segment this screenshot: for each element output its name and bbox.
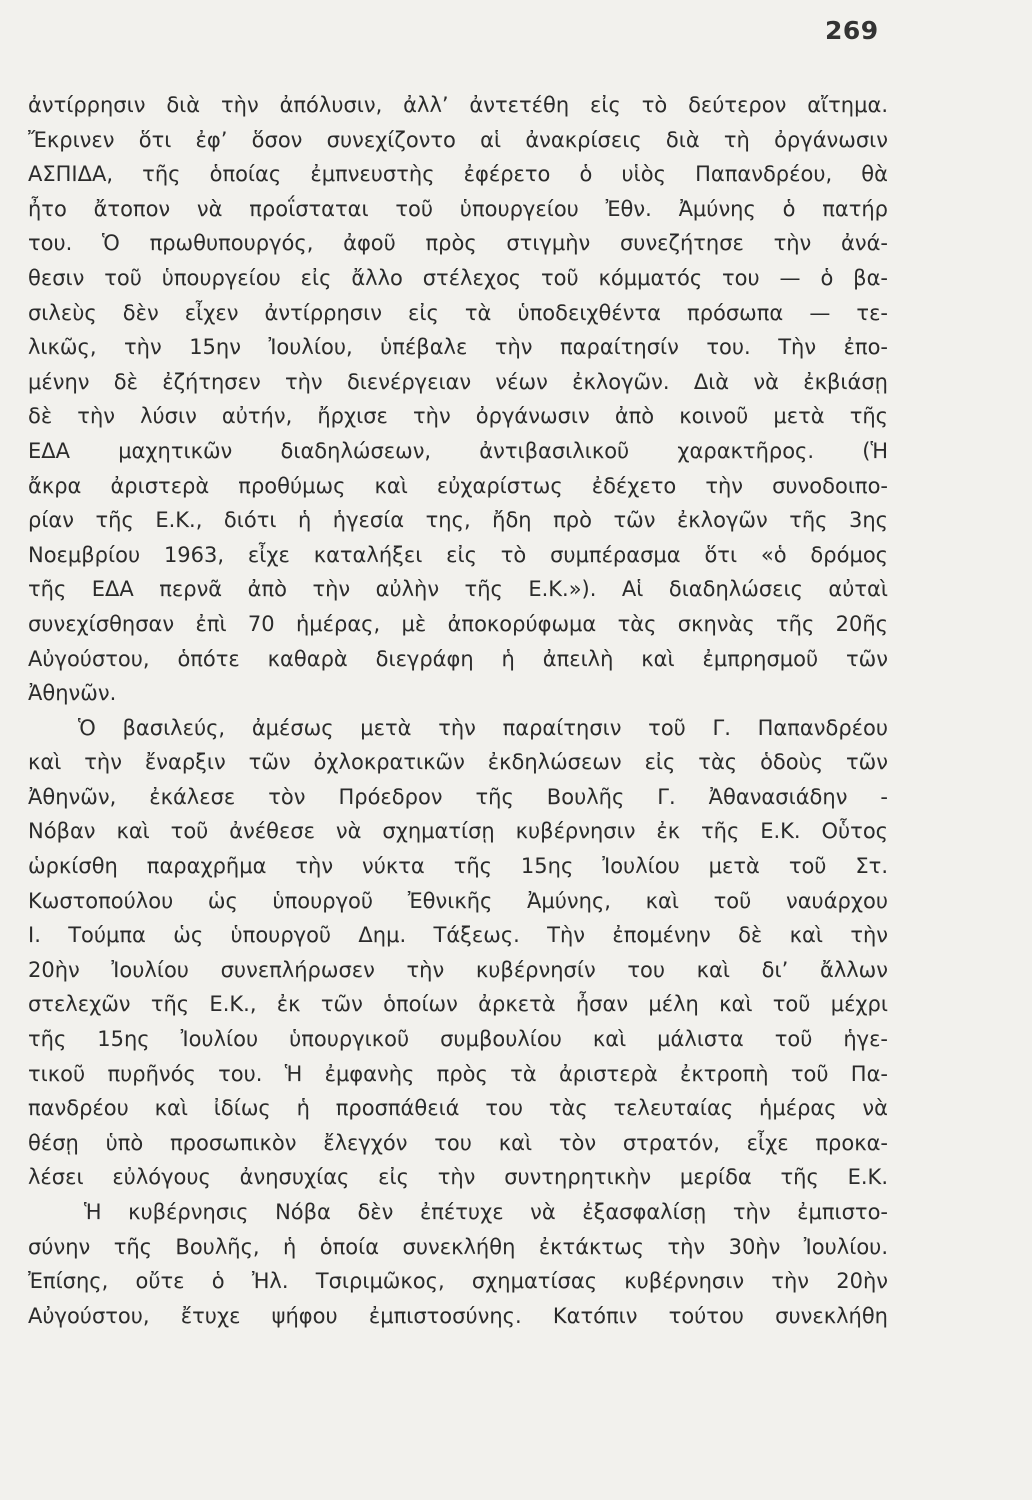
text-line: στελεχῶν τῆς Ε.Κ., ἐκ τῶν ὁποίων ἀρκετὰ ἦσαν μέλη καὶ τοῦ μέχρι [28, 992, 888, 1017]
paragraph-start-line: Ὁ βασιλεύς, ἀμέσως μετὰ τὴν παραίτησιν τοῦ Γ. Παπανδρέου [78, 715, 888, 740]
text-line: Ἐπίσης, οὔτε ὁ Ἠλ. Τσιριμῶκος, σχηματίσας κυβέρνησιν τὴν 20ὴν [28, 1269, 888, 1294]
text-line: ΕΔΑ μαχητικῶν διαδηλώσεων, ἀντιβασιλικοῦ χαρακτῆρος. (Ἡ [28, 438, 888, 463]
text-line: σιλεὺς δὲν εἶχεν ἀντίρρησιν εἰς τὰ ὑποδειχθέντα πρόσωπα — τε- [28, 300, 888, 325]
text-line: καὶ τὴν ἔναρξιν τῶν ὀχλοκρατικῶν ἐκδηλώσεων εἰς τὰς ὁδοὺς τῶν [28, 750, 888, 775]
text-line: πανδρέου καὶ ἰδίως ἡ προσπάθειά του τὰς τελευταίας ἡμέρας νὰ [28, 1096, 888, 1121]
text-line: Αὐγούστου, ἔτυχε ψήφου ἐμπιστοσύνης. Κατόπιν τούτου συνεκλήθη [28, 1303, 888, 1328]
text-line: θέσῃ ὑπὸ προσωπικὸν ἔλεγχόν του καὶ τὸν στρατόν, εἶχε προκα- [28, 1130, 888, 1155]
text-line: τῆς ΕΔΑ περνᾶ ἀπὸ τὴν αὐλὴν τῆς Ε.Κ.»). Αἱ διαδηλώσεις αὐταὶ [28, 577, 888, 602]
text-line: ὡρκίσθη παραχρῆμα τὴν νύκτα τῆς 15ης Ἰουλίου μετὰ τοῦ Στ. [28, 854, 888, 879]
text-line: 20ὴν Ἰουλίου συνεπλήρωσεν τὴν κυβέρνησίν του καὶ δι’ ἄλλων [28, 957, 888, 982]
text-line: τῆς 15ης Ἰουλίου ὑπουργικοῦ συμβουλίου καὶ μάλιστα τοῦ ἡγε- [28, 1027, 888, 1052]
text-line: Ἀθηνῶν, ἐκάλεσε τὸν Πρόεδρον τῆς Βουλῆς Γ. Ἀθανασιάδην - [28, 784, 888, 809]
text-line: Κωστοπούλου ὡς ὑπουργοῦ Ἐθνικῆς Ἀμύνης, καὶ τοῦ ναυάρχου [28, 888, 888, 913]
text-line: λέσει εὐλόγους ἀνησυχίας εἰς τὴν συντηρητικὴν μερίδα τῆς Ε.Κ. [28, 1165, 888, 1190]
text-line: ἀντίρρησιν διὰ τὴν ἀπόλυσιν, ἀλλ’ ἀντετέθη εἰς τὸ δεύτερον αἴτημα. [28, 93, 888, 117]
text-line: τικοῦ πυρῆνός του. Ἡ ἐμφανὴς πρὸς τὰ ἀριστερὰ ἐκτροπὴ τοῦ Πα- [28, 1061, 888, 1086]
text-line: δὲ τὴν λύσιν αὐτήν, ἤρχισε τὴν ὀργάνωσιν ἀπὸ κοινοῦ μετὰ τῆς [28, 404, 888, 429]
text-line: λικῶς, τὴν 15ην Ἰουλίου, ὑπέβαλε τὴν παραίτησίν του. Τὴν ἐπο- [28, 335, 888, 360]
text-line: Αὐγούστου, ὁπότε καθαρὰ διεγράφη ἡ ἀπειλὴ καὶ ἐμπρησμοῦ τῶν [28, 646, 888, 671]
text-line: Ι. Τούμπα ὡς ὑπουργοῦ Δημ. Τάξεως. Τὴν ἐπομένην δὲ καὶ τὴν [28, 923, 888, 948]
text-line: Ἀθηνῶν. [28, 681, 117, 706]
text-line: του. Ὁ πρωθυπουργός, ἀφοῦ πρὸς στιγμὴν συνεζήτησε τὴν ἀνά- [28, 231, 888, 256]
text-line: ρίαν τῆς Ε.Κ., διότι ἡ ἡγεσία της, ἤδη πρὸ τῶν ἐκλογῶν τῆς 3ης [28, 508, 888, 533]
text-line: ἦτο ἄτοπον νὰ προΐσταται τοῦ ὑπουργείου Ἐθν. Ἀμύνης ὁ πατήρ [28, 196, 888, 221]
paragraph-start-line: Ἡ κυβέρνησις Νόβα δὲν ἐπέτυχε νὰ ἐξασφαλίσῃ τὴν ἐμπιστο- [84, 1200, 888, 1224]
text-line: θεσιν τοῦ ὑπουργείου εἰς ἄλλο στέλεχος τοῦ κόμματός του — ὁ βα- [28, 265, 888, 290]
text-line: ΑΣΠΙΔΑ, τῆς ὁποίας ἐμπνευστὴς ἐφέρετο ὁ υἱὸς Παπανδρέου, θὰ [28, 162, 888, 187]
text-line: Νοεμβρίου 1963, εἶχε καταλήξει εἰς τὸ συμπέρασμα ὅτι «ὁ δρόμος [28, 542, 888, 567]
text-line: σύνην τῆς Βουλῆς, ἡ ὁποία συνεκλήθη ἐκτάκτως τὴν 30ὴν Ἰουλίου. [28, 1234, 888, 1259]
text-line: Ἔκρινεν ὅτι ἐφ’ ὅσον συνεχίζοντο αἱ ἀνακρίσεις διὰ τὴ ὀργάνωσιν [28, 127, 888, 152]
text-line: ἄκρα ἀριστερὰ προθύμως καὶ εὐχαρίστως ἐδέχετο τὴν συνοδοιπο- [28, 473, 888, 498]
text-line: μένην δὲ ἐζήτησεν τὴν διενέργειαν νέων ἐκλογῶν. Διὰ νὰ ἐκβιάσῃ [28, 369, 888, 394]
body-text [28, 88, 888, 1333]
page-number: 269 [825, 16, 879, 45]
text-line: Νόβαν καὶ τοῦ ἀνέθεσε νὰ σχηματίσῃ κυβέρνησιν ἐκ τῆς Ε.Κ. Οὗτος [28, 819, 888, 844]
text-line: συνεχίσθησαν ἐπὶ 70 ἡμέρας, μὲ ἀποκορύφωμα τὰς σκηνὰς τῆς 20ῆς [28, 611, 888, 636]
